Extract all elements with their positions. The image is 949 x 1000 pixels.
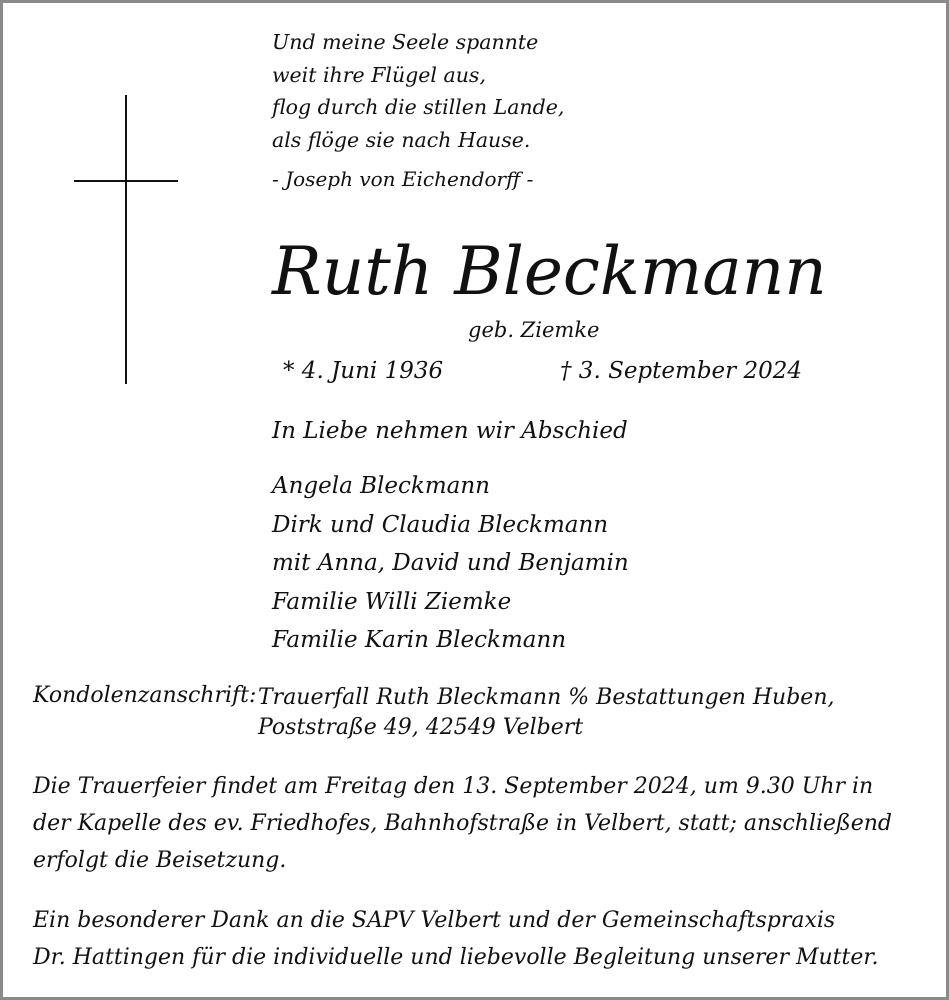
maiden-name: geb. Ziemke bbox=[468, 318, 600, 342]
thanks-line: Ein besonderer Dank an die SAPV Velbert und der Gemeinschaftspraxis bbox=[33, 908, 836, 933]
condolence-address-line: Poststraße 49, 42549 Velbert bbox=[258, 715, 584, 740]
cross-icon bbox=[125, 95, 127, 384]
condolence-address-line: Trauerfall Ruth Bleckmann % Bestattungen Huben, bbox=[258, 685, 835, 710]
mourner: Angela Bleckmann bbox=[272, 473, 490, 499]
poem-line: weit ihre Flügel aus, bbox=[272, 62, 486, 87]
ceremony-info bbox=[33, 768, 892, 879]
farewell-text: In Liebe nehmen wir Abschied bbox=[272, 418, 628, 444]
ceremony-line: Die Trauerfeier findet am Freitag den 13. September 2024, um 9.30 Uhr in bbox=[33, 774, 874, 799]
poem-author: - Joseph von Eichendorff - bbox=[272, 167, 534, 191]
ceremony-line: der Kapelle des ev. Friedhofes, Bahnhofstraße in Velbert, statt; anschließend bbox=[33, 811, 893, 836]
cross-icon-bar bbox=[74, 180, 178, 182]
mourner: mit Anna, David und Benjamin bbox=[272, 550, 629, 576]
poem bbox=[272, 26, 564, 156]
ceremony-line: erfolgt die Beisetzung. bbox=[33, 848, 287, 873]
poem-line: Und meine Seele spannte bbox=[272, 30, 539, 54]
thanks-text bbox=[33, 902, 878, 976]
death-date: † 3. September 2024 bbox=[560, 358, 802, 384]
birth-date: * 4. Juni 1936 bbox=[283, 358, 444, 384]
deceased-name: Ruth Bleckmann bbox=[272, 233, 827, 310]
mourner: Dirk und Claudia Bleckmann bbox=[272, 511, 609, 538]
mourner: Familie Willi Ziemke bbox=[272, 588, 512, 615]
condolence-label: Kondolenzanschrift: bbox=[33, 683, 257, 708]
poem-line: als flöge sie nach Hause. bbox=[272, 127, 531, 152]
poem-line: flog durch die stillen Lande, bbox=[272, 95, 565, 119]
thanks-line: Dr. Hattingen für die individuelle und liebevolle Begleitung unserer Mutter. bbox=[33, 945, 879, 970]
mourners-list bbox=[272, 467, 629, 660]
mourner: Familie Karin Bleckmann bbox=[272, 627, 567, 653]
condolence-address bbox=[258, 683, 835, 743]
